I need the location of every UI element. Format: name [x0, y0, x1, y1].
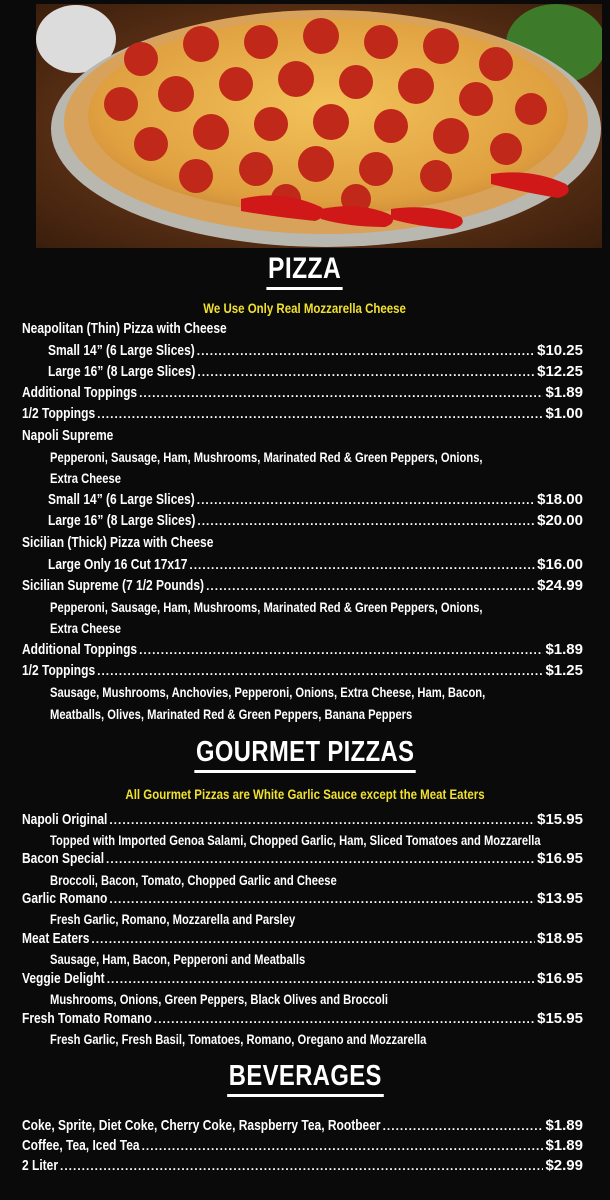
- sicilian-heading: Sicilian (Thick) Pizza with Cheese: [22, 534, 214, 551]
- item-description: Mushrooms, Onions, Green Peppers, Black Olives and Broccoli: [50, 991, 388, 1007]
- item-description: Fresh Garlic, Romano, Mozzarella and Parsley: [50, 911, 296, 927]
- gourmet-subtitle: All Gourmet Pizzas are White Garlic Sauce except the Meat Eaters: [125, 786, 485, 802]
- menu-row: 1/2 Toppings ..... $1.00: [22, 405, 583, 425]
- menu-row: Coke, Sprite, Diet Coke, Cherry Coke, Raspberry Tea, Rootbeer ..... $1.89: [22, 1117, 583, 1137]
- menu-row: Meat Eaters ..... $18.95: [22, 930, 583, 950]
- pizza-photo: [36, 4, 602, 248]
- napoli-supreme-desc: Extra Cheese: [50, 470, 121, 486]
- menu-row: Additional Toppings ..... $1.89: [22, 384, 583, 404]
- menu-row: Fresh Tomato Romano ..... $15.95: [22, 1010, 583, 1030]
- pizza-section-title: PIZZA: [0, 252, 610, 290]
- pepperoni-pizza-image: [36, 4, 602, 248]
- menu-row: Napoli Original ..... $15.95: [22, 811, 583, 831]
- pizza-subtitle: We Use Only Real Mozzarella Cheese: [203, 300, 407, 316]
- neapolitan-heading: Neapolitan (Thin) Pizza with Cheese: [22, 320, 227, 337]
- menu-row: Coffee, Tea, Iced Tea ..... $1.89: [22, 1137, 583, 1157]
- menu-row: Bacon Special ..... $16.95: [22, 850, 583, 870]
- sicilian-supreme-desc: Extra Cheese: [50, 620, 121, 636]
- beverages-section-title: BEVERAGES: [0, 1060, 610, 1097]
- napoli-supreme-heading: Napoli Supreme: [22, 427, 114, 444]
- menu-row: 2 Liter ..... $2.99: [22, 1157, 583, 1177]
- menu-row: 1/2 Toppings ..... $1.25: [22, 662, 583, 682]
- menu-row: Large 16” (8 Large Slices) ..... $20.00: [48, 512, 583, 532]
- toppings-list: Meatballs, Olives, Marinated Red & Green Peppers, Banana Peppers: [50, 706, 413, 722]
- menu-row: Sicilian Supreme (7 1/2 Pounds) ..... $24.99: [22, 577, 583, 597]
- item-description: Sausage, Ham, Bacon, Pepperoni and Meatballs: [50, 951, 306, 967]
- menu-row: Small 14” (6 Large Slices) ..... $18.00: [48, 491, 583, 511]
- item-description: Fresh Garlic, Fresh Basil, Tomatoes, Romano, Oregano and Mozzarella: [50, 1031, 427, 1047]
- menu-row: Additional Toppings ..... $1.89: [22, 641, 583, 661]
- menu-row: Veggie Delight ..... $16.95: [22, 970, 583, 990]
- menu-row: Small 14” (6 Large Slices) ..... $10.25: [48, 342, 583, 362]
- menu-row: Large 16” (8 Large Slices) ..... $12.25: [48, 363, 583, 383]
- napoli-supreme-desc: Pepperoni, Sausage, Ham, Mushrooms, Marinated Red & Green Peppers, Onions,: [50, 449, 483, 465]
- menu-row: Garlic Romano ..... $13.95: [22, 890, 583, 910]
- item-description: Topped with Imported Genoa Salami, Chopped Garlic, Ham, Sliced Tomatoes and Mozzarella: [50, 832, 541, 848]
- item-description: Broccoli, Bacon, Tomato, Chopped Garlic and Cheese: [50, 872, 337, 888]
- sicilian-supreme-desc: Pepperoni, Sausage, Ham, Mushrooms, Marinated Red & Green Peppers, Onions,: [50, 599, 483, 615]
- menu-row: Large Only 16 Cut 17x17 ..... $16.00: [48, 556, 583, 576]
- toppings-list: Sausage, Mushrooms, Anchovies, Pepperoni, Onions, Extra Cheese, Ham, Bacon,: [50, 684, 486, 700]
- gourmet-section-title: GOURMET PIZZAS: [0, 736, 610, 773]
